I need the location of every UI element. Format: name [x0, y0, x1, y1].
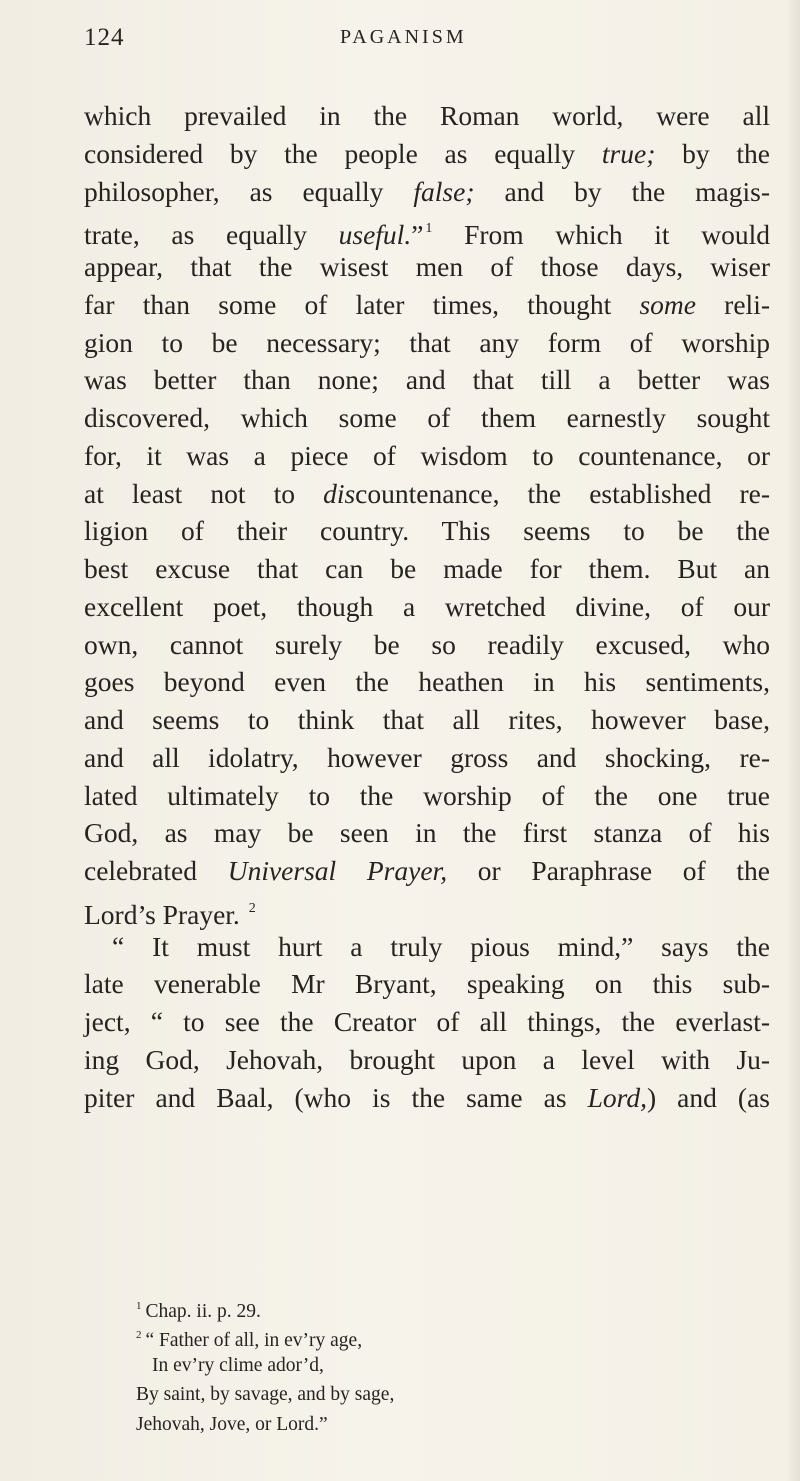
body-line: and seems to think that all rites, however base,: [84, 704, 770, 735]
footnote-2: $^2$ “ Father of all, in ev’ry age,: [136, 1329, 363, 1352]
running-head: PAGANISM: [340, 26, 467, 48]
body-line: trate, as equally useful.” $^1$ From which it would: [84, 219, 770, 251]
body-line: far than some of later times, thought some reli-: [84, 288, 770, 320]
body-line: own, cannot surely be so readily excused, who: [84, 628, 770, 660]
body-line: Lord’s Prayer. $^2$: [84, 898, 256, 930]
body-line: was better than none; and that till a better was: [84, 364, 770, 396]
body-line: and all idolatry, however gross and shocking, re-: [84, 741, 770, 773]
body-line: gion to be necessary; that any form of worship: [84, 326, 770, 358]
footnote-1: $^1$ Chap. ii. p. 29.: [136, 1300, 261, 1322]
body-line: celebrated Universal Prayer, or Paraphrase of the: [84, 855, 771, 886]
page-header: [84, 24, 764, 58]
body-line: appear, that the wisest men of those days, wiser: [84, 251, 770, 282]
body-line: ligion of their country. This seems to be the: [84, 515, 770, 547]
footnote-ref: 2: [248, 900, 256, 916]
footnote-verse-line: Jehovah, Jove, or Lord.”: [136, 1413, 328, 1435]
body-line: at least not to discountenance, the established re-: [84, 477, 770, 509]
body-line: for, it was a piece of wisdom to countenance, or: [84, 439, 770, 471]
page-edge-shadow: [786, 0, 800, 1481]
body-line: late venerable Mr Bryant, speaking on this sub-: [84, 968, 770, 1000]
footnote-verse-line: In ev’ry clime ador’d,: [152, 1354, 324, 1376]
footnote-verse-line: By saint, by savage, and by sage,: [136, 1384, 395, 1406]
body-line: ject, “ to see the Creator of all things, the everlast-: [84, 1006, 770, 1037]
footnotes: [136, 1292, 736, 1439]
body-text: [84, 97, 770, 1116]
body-line: ing God, Jehovah, brought upon a level with Ju-: [84, 1043, 770, 1075]
body-line: excellent poet, though a wretched divine, of our: [84, 590, 770, 622]
body-line: piter and Baal, (who is the same as Lord,) and (as: [84, 1081, 770, 1113]
body-line: lated ultimately to the worship of the one true: [84, 779, 770, 811]
body-line: discovered, which some of them earnestly sought: [84, 402, 770, 433]
body-line: considered by the people as equally true; by the: [84, 137, 770, 169]
body-line: “ It must hurt a truly pious mind,” says the: [112, 930, 770, 962]
body-line: philosopher, as equally false; and by the magis-: [84, 175, 770, 207]
body-line: God, as may be seen in the first stanza of his: [84, 817, 770, 849]
footnote-ref: 1: [425, 221, 433, 237]
body-line: which prevailed in the Roman world, were all: [84, 100, 770, 131]
page-number: 124: [84, 24, 125, 51]
body-line: goes beyond even the heathen in his sentiments,: [84, 666, 770, 698]
body-line: best excuse that can be made for them. But an: [84, 553, 770, 584]
